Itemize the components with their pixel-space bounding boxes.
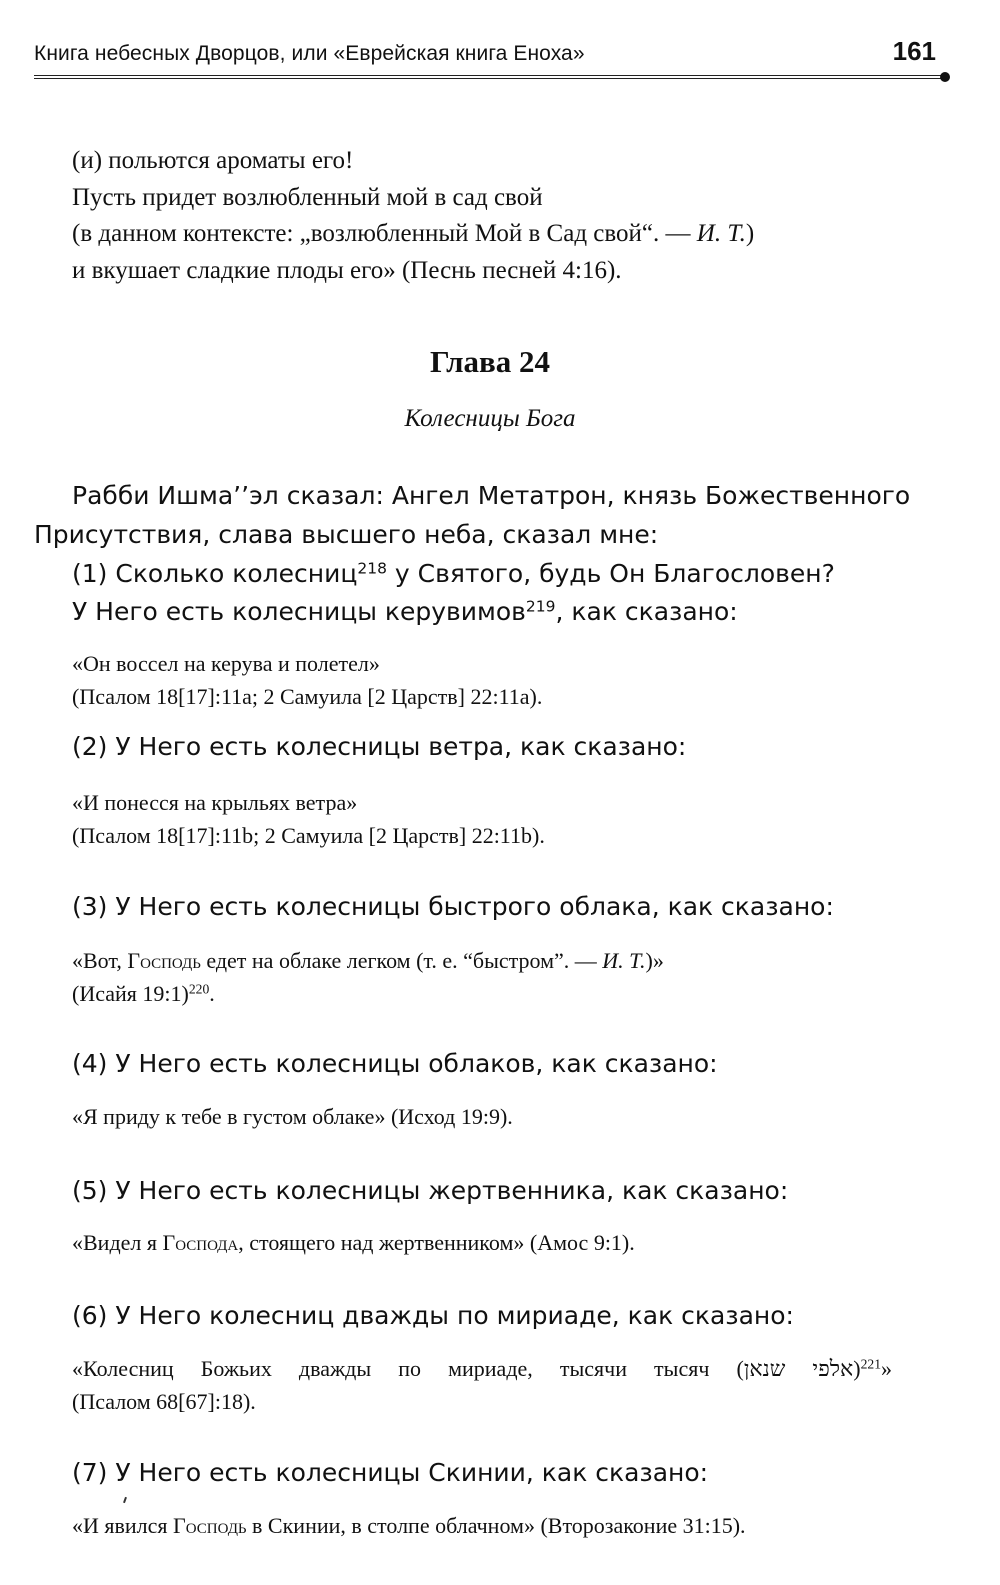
item-heading: (5) У Него есть колесницы жертвенника, как сказано:: [72, 1176, 789, 1205]
stray-mark: [123, 1497, 127, 1503]
scripture-reference: (Псалом 18[17]:11a; 2 Самуила [2 Царств] 22:11a).: [72, 684, 543, 709]
intro-line: Присутствия, слава высшего неба, сказал мне:: [34, 520, 659, 549]
item-heading: (1) Сколько колесниц$^{218}$ у Святого, будь Он Благословен?: [72, 559, 835, 588]
scripture-quote: «И понесся на крыльях ветра»: [72, 790, 358, 815]
scripture-reference: (Псалом 18[17]:11b; 2 Самуила [2 Царств] 22:11b).: [72, 823, 545, 848]
item-heading: (7) У Него есть колесницы Скинии, как сказано:: [72, 1458, 709, 1487]
chapter-subtitle: Колесницы Бога: [404, 405, 576, 432]
translator-initials: И. Т.: [696, 220, 746, 247]
verse-line: Пусть придет возлюбленный мой в сад свой: [72, 183, 543, 211]
item-heading: (3) У Него есть колесницы быстрого облака, как сказано:: [72, 892, 834, 921]
footnote-ref: 220: [188, 981, 210, 997]
chapter-title: Глава 24: [429, 344, 551, 379]
scripture-quote: «И явился Господь в Скинии, в столпе облачном» (Второзаконие 31:15).: [72, 1513, 746, 1538]
header-rule: [34, 75, 944, 79]
intro-line: Рабби Ишма’’эл сказал: Ангел Метатрон, князь Божественного: [72, 481, 911, 510]
item-heading: (4) У Него есть колесницы облаков, как сказано:: [72, 1049, 718, 1078]
divine-name: Господь: [173, 1513, 247, 1538]
scripture-reference: (Исайя 19:1)$^{220}$.: [72, 981, 215, 1006]
divine-name: Господа: [162, 1230, 239, 1255]
scripture-quote: «Видел я Господа, стоящего над жертвенником» (Амос 9:1).: [72, 1230, 635, 1255]
translator-initials: И. Т.: [602, 948, 646, 973]
verse-block: [72, 143, 754, 289]
scripture-quote: «Вот, Господь едет на облаке легком (т. е. “быстром”. — И. Т.)»: [72, 948, 664, 973]
item-heading: (6) У Него колесниц дважды по мириаде, как сказано:: [72, 1301, 794, 1330]
scripture-reference: (Псалом 68[67]:18).: [72, 1389, 256, 1414]
scripture-quote: «Он воссел на керува и полетел»: [72, 651, 380, 676]
scripture-quote: «Колесниц Божьих дважды по мириаде, тысячи тысяч (אלפי שנאן)$^{221}$»: [72, 1356, 892, 1381]
footnote-ref: 219: [525, 597, 556, 616]
header-rule-dot: [940, 72, 950, 82]
page-number: 161: [892, 36, 936, 66]
hebrew-text: אלפי שנאן: [743, 1356, 854, 1381]
item-heading: (2) У Него есть колесницы ветра, как сказано:: [72, 732, 687, 761]
running-header: [34, 36, 944, 70]
footnote-ref: 221: [860, 1356, 881, 1372]
verse-line: (в данном контексте: „возлюбленный Мой в Сад свой“. — И. Т.): [72, 220, 755, 247]
item-heading: У Него есть колесницы керувимов$^{219}$, как сказано:: [72, 597, 738, 626]
scripture-quote: «Я приду к тебе в густом облаке» (Исход 19:9).: [72, 1104, 513, 1129]
footnote-ref: 218: [357, 559, 387, 578]
verse-line: (и) польются ароматы его!: [72, 147, 354, 174]
running-title: Книга небесных Дворцов, или «Еврейская книга Еноха»: [34, 42, 585, 65]
verse-line: и вкушает сладкие плоды его» (Песнь песней 4:16).: [72, 256, 622, 284]
divine-name: Господь: [127, 948, 201, 973]
